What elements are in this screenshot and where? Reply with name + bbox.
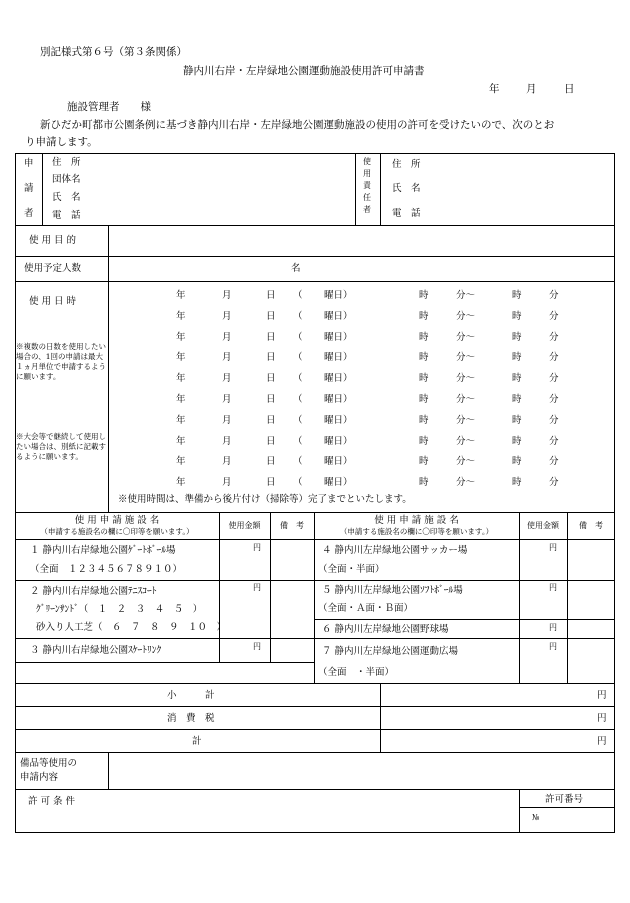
date-year: 年 [176,435,186,447]
facility-6-name[interactable]: ６ 静内川左岸緑地公園野球場 [322,624,449,635]
time-minute-to: 分 [549,414,559,426]
people-input[interactable] [112,259,282,279]
applicant-phone-label: 電 話 [52,210,81,221]
dates-footer-note: ※使用時間は、準備から後片付け（掃除等）完了までといたします。 [118,494,412,505]
date-paren-open: （ [293,373,303,385]
responsible-phone-label: 電 話 [392,208,421,219]
facility-7-yen: 円 [549,642,557,651]
date-month: 月 [222,352,232,364]
form-title: 静内川右岸・左岸緑地公園運動施設使用許可申請書 [183,65,425,77]
date-year: 年 [489,83,500,95]
date-paren-open: （ [293,456,303,468]
date-year: 年 [176,456,186,468]
date-weekday: 曜日） [324,352,353,364]
time-minute-to: 分 [549,290,559,301]
facility-2-yen: 円 [253,583,261,592]
date-day: 日 [266,414,276,426]
date-month: 月 [222,394,232,405]
date-month: 月 [222,435,232,447]
time-minute-from: 分〜 [456,435,476,447]
fee-header-right: 使用金額 [527,521,559,530]
applicant-label-char: 請 [24,183,34,194]
time-minute-from: 分〜 [456,394,476,405]
time-minute-to: 分 [549,373,559,385]
time-minute-to: 分 [549,435,559,447]
applicant-group-label: 団体名 [52,174,81,185]
responsible-label-char: 責 [363,181,371,190]
remarks-header-right: 備 考 [579,521,603,530]
facility-3-name[interactable]: ３ 静内川右岸緑地公園ｽｹｰﾄﾘﾝｸ [30,645,162,656]
dates-note-tournament: ※大会等で継続して使用したい場合は、別紙に記載するように願います。 [16,432,106,461]
conditions-label: 許 可 条 件 [28,796,76,807]
date-day: 日 [266,352,276,364]
facility-4-yen: 円 [549,543,557,552]
facility-name-sub-right: （申請する施設名の欄に〇印等を願います。） [339,527,494,536]
date-month: 月 [526,83,537,95]
applicant-label-char: 申 [24,158,34,169]
responsible-label-char: 者 [363,205,371,214]
time-hour-to: 時 [512,331,522,343]
facility-5-name: ５ 静内川左岸緑地公園ｿﾌﾄﾎﾞｰﾙ場 [322,585,463,596]
date-paren-open: （ [293,290,303,301]
responsible-address-label: 住 所 [392,159,421,170]
time-hour-from: 時 [419,373,429,385]
facility-2-name: ２ 静内川右岸緑地公園ﾃﾆｽｺｰﾄ [30,586,157,597]
time-minute-to: 分 [549,352,559,364]
time-minute-to: 分 [549,394,559,405]
time-hour-to: 時 [512,456,522,468]
responsible-name-label: 氏 名 [392,183,421,194]
date-year: 年 [176,310,186,322]
time-hour-to: 時 [512,435,522,447]
facility-name-title-left: 使 用 申 請 施 設 名 [74,515,160,526]
date-weekday: 曜日） [324,290,353,301]
date-month: 月 [222,456,232,468]
date-day: 日 [266,394,276,405]
time-hour-to: 時 [512,414,522,426]
date-weekday: 曜日） [324,435,353,447]
people-unit: 名 [291,263,301,274]
date-month: 月 [222,331,232,343]
total-label: 計 [192,736,202,747]
time-minute-from: 分〜 [456,477,476,489]
dates-label: 使 用 日 時 [29,296,77,307]
time-minute-from: 分〜 [456,352,476,364]
date-paren-open: （ [293,331,303,343]
intro-line-1: 新ひだか町都市公園条例に基づき静内川右岸・左岸緑地公園運動施設の使用の許可を受けたいので、次のとお [40,119,555,131]
date-paren-open: （ [293,435,303,447]
facility-2-green-sand[interactable]: ｸﾞﾘｰﾝｻﾝﾄﾞ（ １ ２ ３ ４ ５ ） [36,604,203,615]
facility-2-artificial-turf[interactable]: 砂入り人工芝（ ６ ７ ８ ９ １０ ） [36,622,227,633]
applicant-address-label: 住 所 [52,157,81,168]
date-weekday: 曜日） [324,414,353,426]
facility-4-areas[interactable]: （全面・半面） [318,564,385,575]
facility-name-title-right: 使 用 申 請 施 設 名 [374,515,459,526]
date-month: 月 [222,290,232,301]
date-year: 年 [176,331,186,343]
date-day: 日 [266,373,276,385]
remarks-header-left: 備 考 [280,521,304,530]
time-minute-to: 分 [549,331,559,343]
intro-line-2: り申請します。 [25,136,98,148]
date-weekday: 曜日） [324,331,353,343]
date-paren-open: （ [293,310,303,322]
responsible-label-char: 用 [363,169,371,178]
date-year: 年 [176,290,186,301]
time-minute-to: 分 [549,477,559,489]
date-weekday: 曜日） [324,310,353,322]
date-day: 日 [266,435,276,447]
time-hour-from: 時 [419,394,429,405]
facility-7-name: ７ 静内川左岸緑地公園運動広場 [322,646,459,657]
time-hour-from: 時 [419,352,429,364]
time-minute-from: 分〜 [456,290,476,301]
time-hour-to: 時 [512,477,522,489]
facility-5-yen: 円 [549,583,557,592]
tax-label: 消 費 税 [167,713,215,724]
time-minute-from: 分〜 [456,414,476,426]
date-month: 月 [222,414,232,426]
permit-no-prefix: № [532,813,540,822]
subtotal-yen: 円 [597,690,607,701]
date-day: 日 [266,331,276,343]
time-hour-from: 時 [419,310,429,322]
time-hour-to: 時 [512,373,522,385]
date-month: 月 [222,310,232,322]
date-paren-open: （ [293,414,303,426]
time-minute-from: 分〜 [456,456,476,468]
purpose-input[interactable] [112,228,610,253]
equipment-label-2: 申請内容 [20,772,59,783]
date-paren-open: （ [293,394,303,405]
time-minute-from: 分〜 [456,310,476,322]
date-paren-open: （ [293,477,303,489]
responsible-input-area[interactable] [440,156,610,222]
date-day: 日 [564,83,575,95]
time-hour-from: 時 [419,456,429,468]
people-label: 使用予定人数 [24,263,82,274]
date-weekday: 曜日） [324,373,353,385]
date-day: 日 [266,310,276,322]
facility-3-yen: 円 [253,642,261,651]
time-hour-from: 時 [419,435,429,447]
time-minute-to: 分 [549,310,559,322]
date-year: 年 [176,373,186,385]
responsible-label-char: 任 [363,193,371,202]
facility-5-areas[interactable]: （全面・Ａ面・Ｂ面） [318,603,414,614]
facility-4-name: ４ 静内川左岸緑地公園サッカー場 [322,545,468,556]
equipment-label-1: 備品等使用の [20,758,78,769]
time-hour-from: 時 [419,290,429,301]
equipment-input[interactable] [112,755,610,786]
purpose-label: 使 用 目 的 [29,235,77,246]
fee-header-left: 使用金額 [228,521,261,530]
facility-1-courts[interactable]: （全面 １２３４５６７８９１０） [30,564,183,575]
applicant-label-char: 者 [24,208,34,219]
date-day: 日 [266,456,276,468]
date-year: 年 [176,477,186,489]
applicant-input-area[interactable] [100,156,350,222]
time-minute-from: 分〜 [456,373,476,385]
dates-note-multiple: ※複数の日数を使用したい場合の、1回の申請は最大１ヵ月単位で申請するように願います。 [16,342,106,381]
date-year: 年 [176,352,186,364]
date-weekday: 曜日） [324,456,353,468]
date-weekday: 曜日） [324,477,353,489]
date-month: 月 [222,477,232,489]
permit-no-label: 許可番号 [545,794,584,805]
time-hour-to: 時 [512,394,522,405]
facility-1-name: １ 静内川右岸緑地公園ｹﾞｰﾄﾎﾞｰﾙ場 [30,545,176,556]
date-paren-open: （ [293,352,303,364]
time-hour-to: 時 [512,290,522,301]
subtotal-label: 小 計 [167,690,215,701]
time-hour-to: 時 [512,352,522,364]
date-weekday: 曜日） [324,394,353,405]
facility-name-sub-left: （申請する施設名の欄に〇印等を願います。） [40,527,194,536]
facility-1-yen: 円 [253,543,261,552]
date-year: 年 [176,394,186,405]
tax-yen: 円 [597,713,607,724]
addressee: 施設管理者 様 [67,101,151,113]
date-day: 日 [266,477,276,489]
time-minute-from: 分〜 [456,331,476,343]
time-minute-to: 分 [549,456,559,468]
facility-7-areas[interactable]: （全面 ・半面） [318,667,395,678]
date-day: 日 [266,290,276,301]
time-hour-from: 時 [419,477,429,489]
date-month: 月 [222,373,232,385]
form-number: 別記様式第６号（第３条関係） [40,46,187,58]
applicant-name-label: 氏 名 [52,192,81,203]
total-yen: 円 [597,736,607,747]
responsible-label-char: 使 [363,157,371,166]
time-hour-from: 時 [419,414,429,426]
facility-6-yen: 円 [549,623,557,632]
time-hour-from: 時 [419,331,429,343]
time-hour-to: 時 [512,310,522,322]
date-year: 年 [176,414,186,426]
